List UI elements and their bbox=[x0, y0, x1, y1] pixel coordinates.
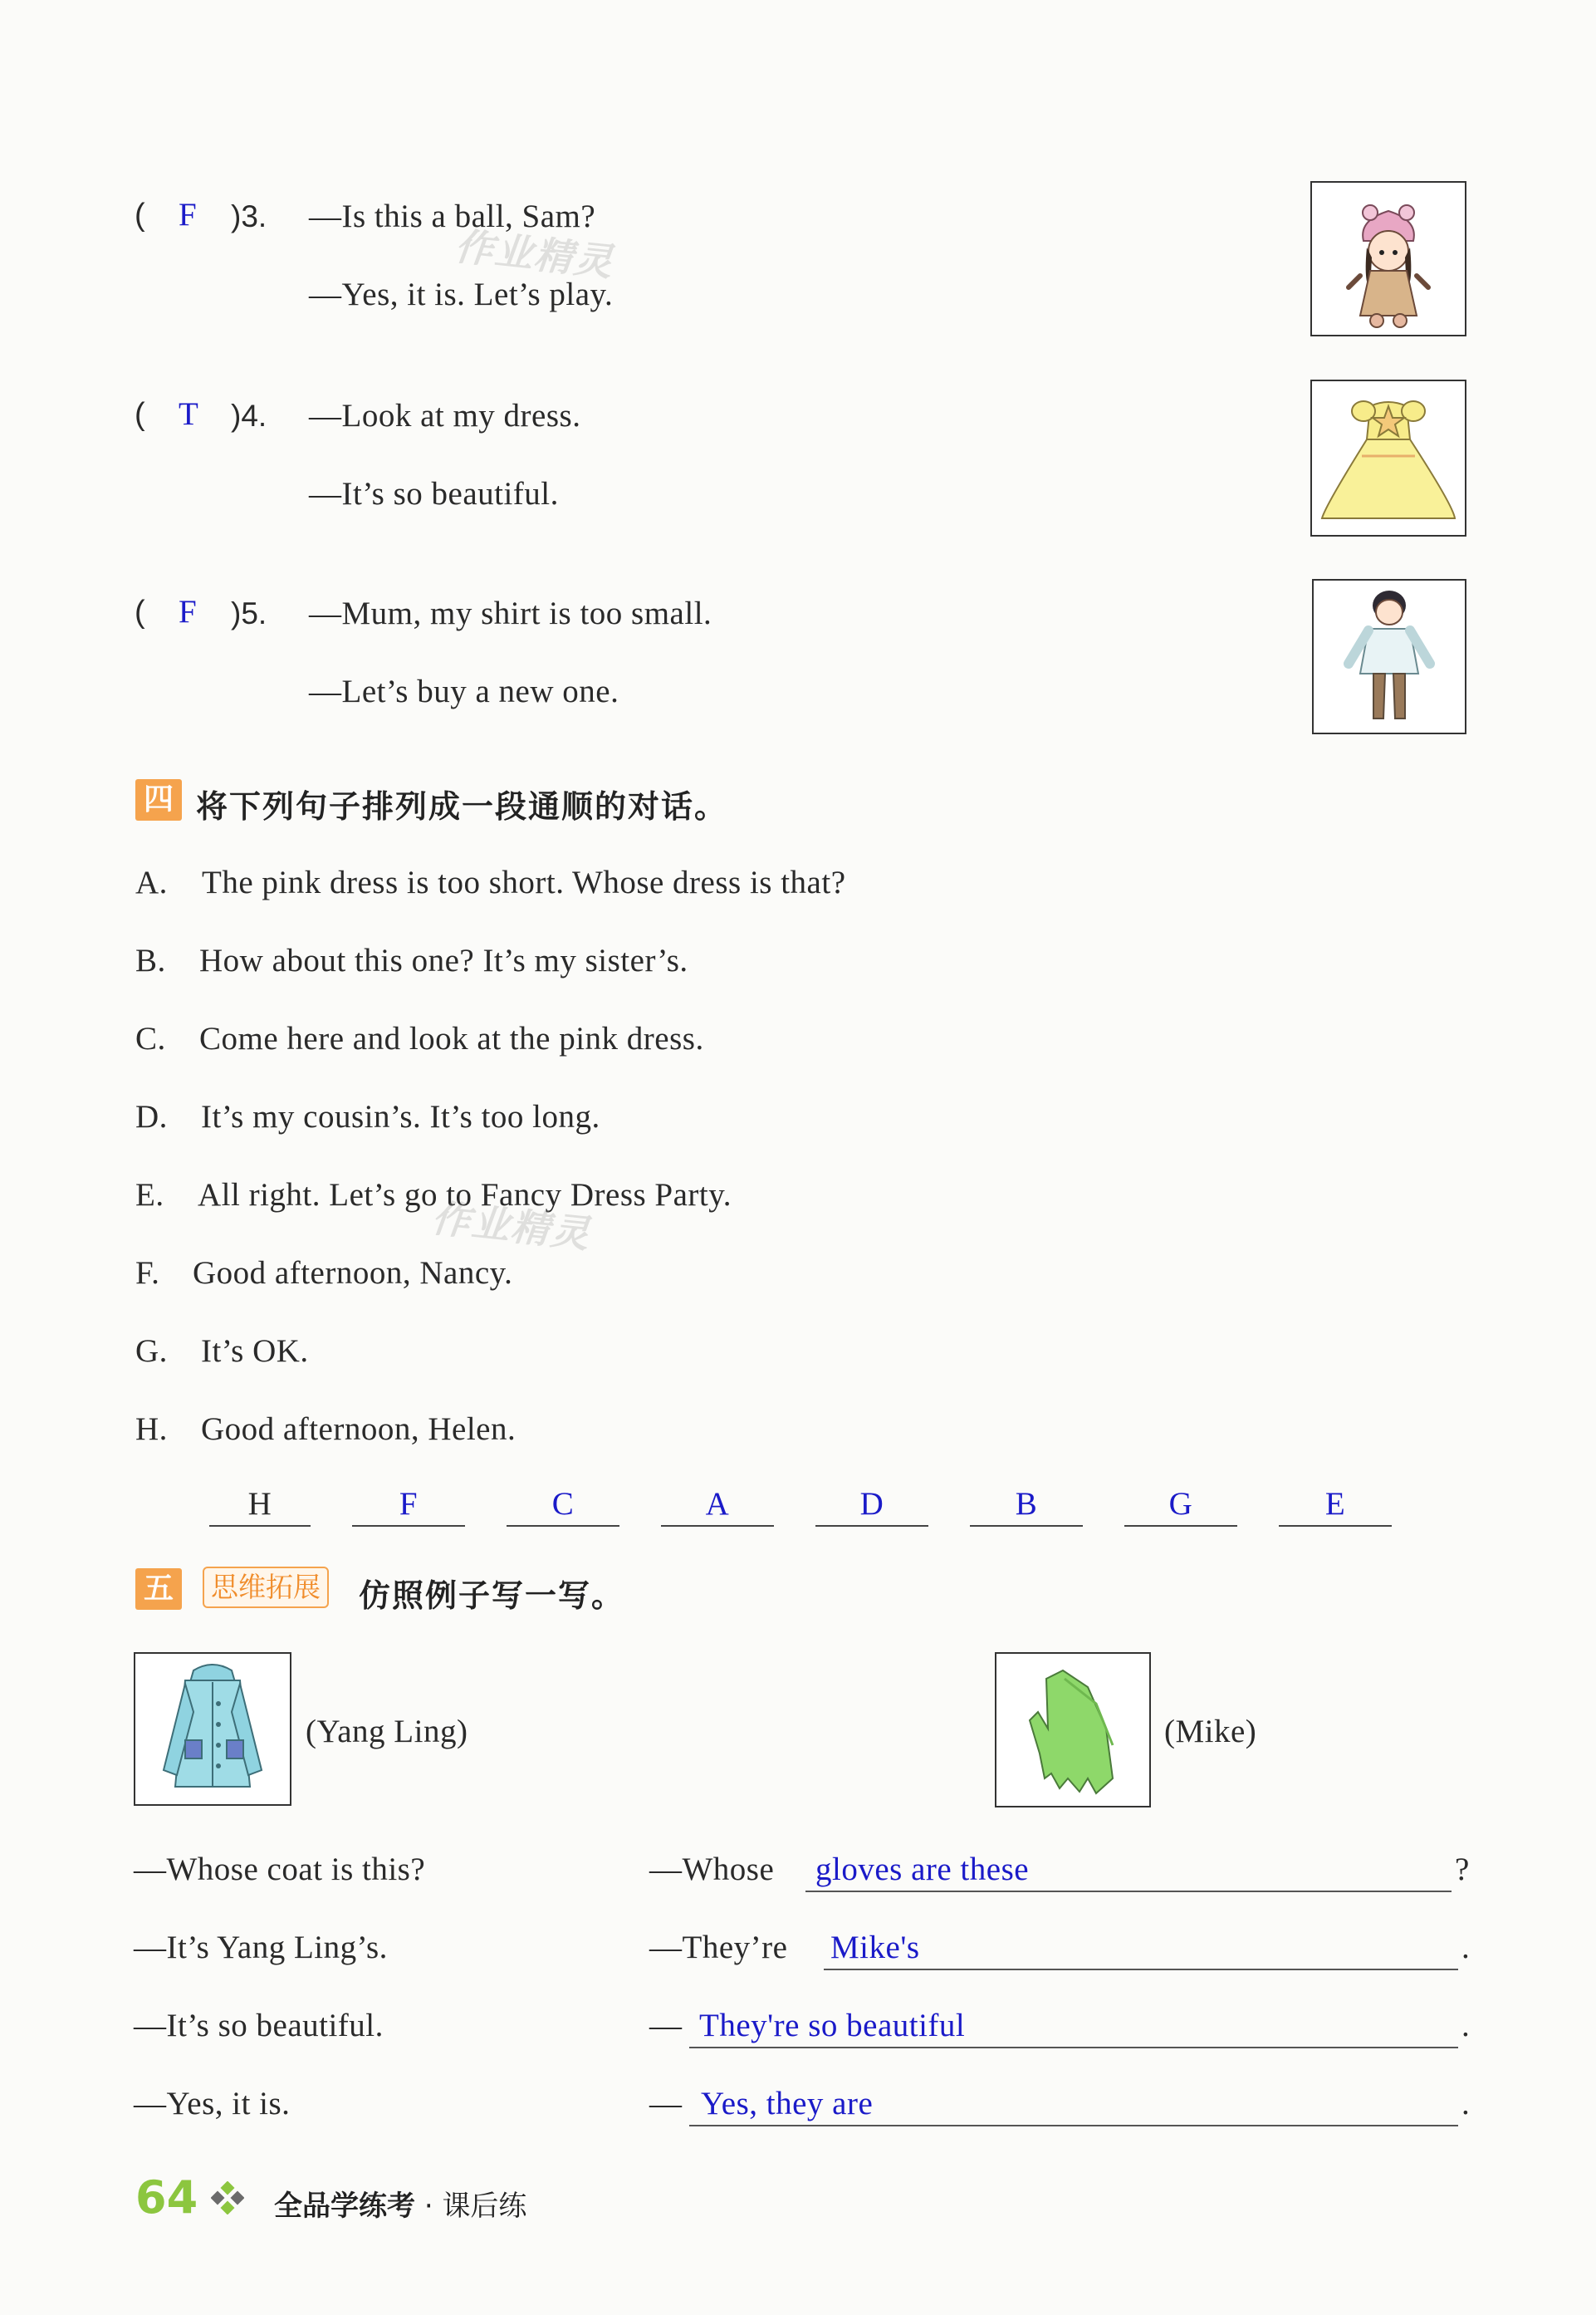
section4-title: 将下列句子排列成一段通顺的对话。 bbox=[196, 788, 728, 825]
watermark: 作业精灵 bbox=[453, 223, 616, 285]
item-number: )3. bbox=[231, 199, 267, 233]
answer-4[interactable]: T bbox=[179, 396, 199, 432]
left-line: —It’s so beautiful. bbox=[134, 2008, 384, 2043]
gloves-icon bbox=[996, 1654, 1149, 1806]
dress-icon bbox=[1312, 381, 1465, 535]
footer-dot: · bbox=[423, 2190, 433, 2223]
coat-picture bbox=[134, 1652, 291, 1806]
order-blank-8[interactable]: E bbox=[1279, 1485, 1392, 1527]
sentence-label: C. bbox=[135, 1021, 166, 1057]
order-blank-2[interactable]: F bbox=[352, 1485, 465, 1527]
left-line: —Yes, it is. bbox=[134, 2086, 291, 2121]
left-name: (Yang Ling) bbox=[306, 1714, 468, 1749]
answer-text-1: gloves are these bbox=[815, 1852, 1030, 1887]
answer-line-4[interactable] bbox=[689, 2083, 1458, 2126]
right-prefix: —Whose bbox=[649, 1852, 775, 1887]
boy-shirt-picture bbox=[1312, 579, 1466, 734]
sentence-text: All right. Let’s go to Fancy Dress Party. bbox=[198, 1177, 732, 1213]
order-blank-6[interactable]: B bbox=[970, 1485, 1083, 1527]
order-blank-7[interactable]: G bbox=[1124, 1485, 1237, 1527]
order-blank-1[interactable]: H bbox=[209, 1485, 311, 1527]
end-mark: . bbox=[1461, 2008, 1471, 2043]
answer-line-2[interactable] bbox=[824, 1927, 1458, 1970]
sentence-label: D. bbox=[135, 1099, 168, 1135]
sentence-text: Good afternoon, Helen. bbox=[201, 1411, 516, 1447]
answer-text-3: They're so beautiful bbox=[699, 2008, 966, 2043]
doll-icon bbox=[1312, 183, 1465, 335]
sentence-text: It’s my cousin’s. It’s too long. bbox=[201, 1099, 600, 1135]
order-blank-3[interactable]: C bbox=[507, 1485, 619, 1527]
end-mark: . bbox=[1461, 1930, 1471, 1965]
sentence-text: Good afternoon, Nancy. bbox=[193, 1255, 513, 1291]
page-number: 64 bbox=[135, 2171, 198, 2224]
sentence-label: A. bbox=[135, 865, 168, 900]
diamond-icon bbox=[211, 2181, 244, 2219]
dialog-line: —Is this a ball, Sam? bbox=[309, 199, 596, 234]
order-blank-5[interactable]: D bbox=[815, 1485, 928, 1527]
dialog-line: —Mum, my shirt is too small. bbox=[309, 596, 712, 631]
paren-open: ( bbox=[135, 595, 145, 630]
answer-text-4: Yes, they are bbox=[701, 2086, 874, 2121]
answer-text-2: Mike's bbox=[830, 1930, 920, 1965]
order-blank-4[interactable]: A bbox=[661, 1485, 774, 1527]
paren-open: ( bbox=[135, 198, 145, 233]
left-line: —It’s Yang Ling’s. bbox=[134, 1930, 388, 1965]
watermark: 作业精灵 bbox=[429, 1195, 593, 1257]
paren-open: ( bbox=[135, 397, 145, 432]
answer-5[interactable]: F bbox=[179, 594, 198, 630]
answer-3[interactable]: F bbox=[179, 197, 198, 233]
sentence-label: B. bbox=[135, 943, 166, 978]
footer-brand: 全品学练考 bbox=[274, 2190, 415, 2223]
end-mark: ? bbox=[1455, 1852, 1470, 1887]
sentence-label: G. bbox=[135, 1333, 168, 1369]
answer-line-3[interactable] bbox=[689, 2005, 1458, 2048]
sentence-label: F. bbox=[135, 1255, 160, 1291]
left-line: —Whose coat is this? bbox=[134, 1852, 426, 1887]
sentence-text: The pink dress is too short. Whose dress is that? bbox=[202, 865, 846, 900]
sentence-text: Come here and look at the pink dress. bbox=[199, 1021, 704, 1057]
end-mark: . bbox=[1461, 2086, 1471, 2121]
dialog-line: —Look at my dress. bbox=[309, 398, 581, 434]
item-number: )4. bbox=[231, 399, 267, 433]
sentence-label: E. bbox=[135, 1177, 164, 1213]
right-name: (Mike) bbox=[1164, 1714, 1257, 1749]
right-prefix: —They’re bbox=[649, 1930, 788, 1965]
doll-picture bbox=[1310, 181, 1466, 336]
coat-icon bbox=[135, 1654, 290, 1804]
section4-badge: 四 bbox=[135, 779, 182, 821]
dialog-line: —Yes, it is. Let’s play. bbox=[309, 277, 614, 312]
sentence-text: How about this one? It’s my sister’s. bbox=[199, 943, 688, 978]
right-prefix: — bbox=[649, 2008, 683, 2043]
dialog-line: —Let’s buy a new one. bbox=[309, 674, 619, 709]
sentence-text: It’s OK. bbox=[201, 1333, 309, 1369]
answer-line-1[interactable] bbox=[805, 1849, 1452, 1892]
footer-sub: 课后练 bbox=[442, 2190, 527, 2223]
section5-tag: 思维拓展 bbox=[203, 1567, 329, 1608]
boy-icon bbox=[1314, 581, 1465, 733]
item-number: )5. bbox=[231, 596, 267, 630]
section5-badge: 五 bbox=[135, 1568, 182, 1610]
right-prefix: — bbox=[649, 2086, 683, 2121]
section5-title: 仿照例子写一写。 bbox=[359, 1577, 625, 1614]
sentence-label: H. bbox=[135, 1411, 168, 1447]
gloves-picture bbox=[995, 1652, 1151, 1807]
dialog-line: —It’s so beautiful. bbox=[309, 476, 559, 512]
footer-brand-line bbox=[274, 2183, 526, 2224]
dress-picture bbox=[1310, 380, 1466, 537]
